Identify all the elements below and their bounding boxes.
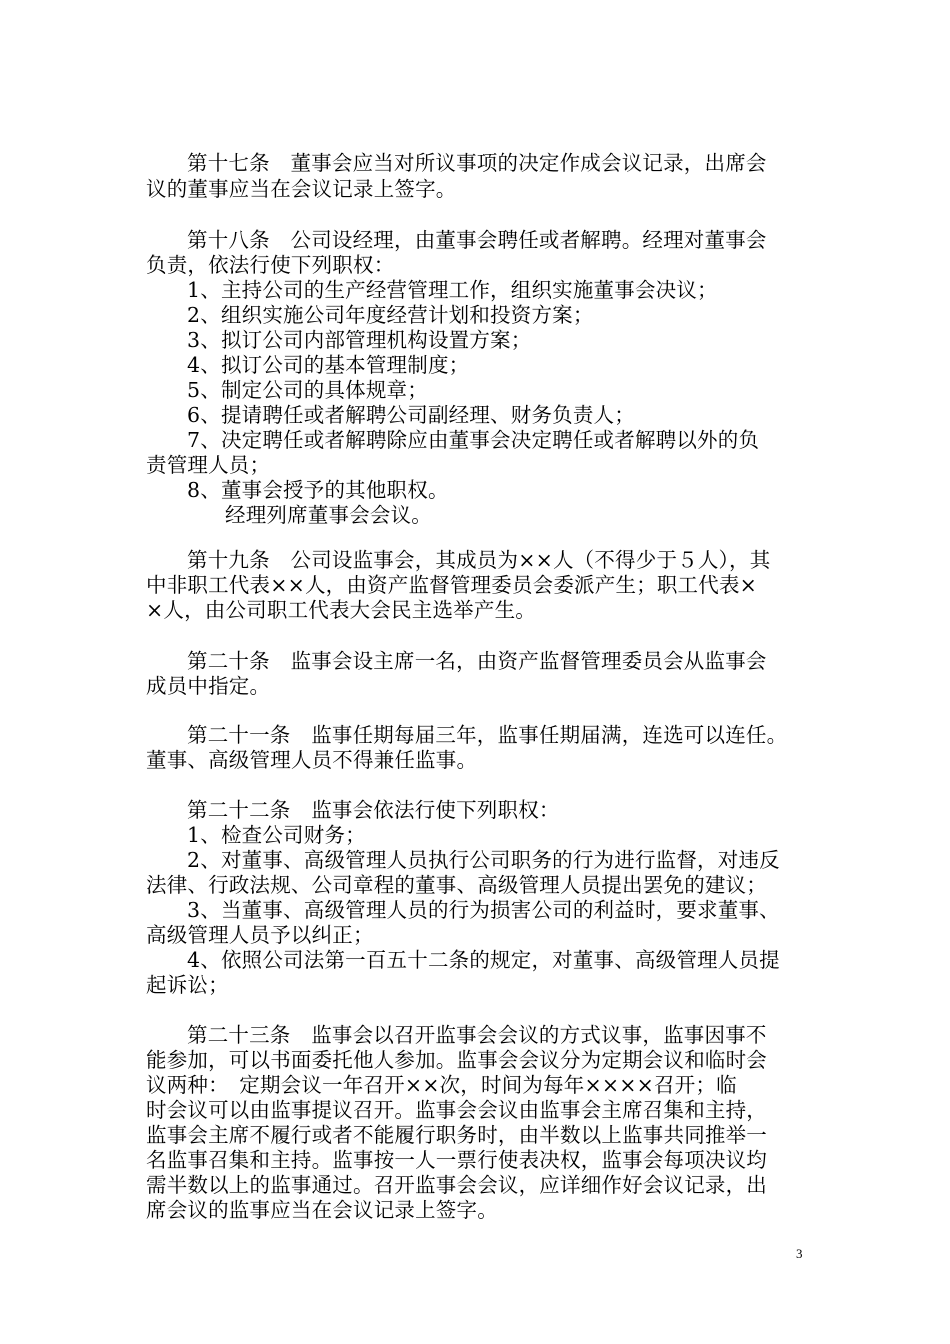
article-21-line-1: 第二十一条 监事任期每届三年，监事任期届满，连选可以连任。	[187, 723, 788, 747]
article-18-item-8: 8、董事会授予的其他职权。	[187, 478, 449, 502]
article-20-line-2: 成员中指定。	[146, 674, 271, 698]
article-18-closing: 经理列席董事会会议。	[225, 503, 432, 527]
article-23-line-8: 席会议的监事应当在会议记录上签字。	[146, 1198, 498, 1222]
article-22-item-3: 3、当董事、高级管理人员的行为损害公司的利益时，要求董事、	[187, 898, 780, 922]
article-22-item-4: 4、依照公司法第一百五十二条的规定，对董事、高级管理人员提	[187, 948, 780, 972]
article-17-line-2: 议的董事应当在会议记录上签字。	[146, 177, 457, 201]
article-18-item-5: 5、制定公司的具体规章；	[187, 378, 428, 402]
article-22-item-2-cont: 法律、行政法规、公司章程的董事、高级管理人员提出罢免的建议；	[146, 873, 767, 897]
article-18-item-6: 6、提请聘任或者解聘公司副经理、财务负责人；	[187, 403, 635, 427]
article-23-line-7: 需半数以上的监事通过。召开监事会会议，应详细作好会议记录，出	[146, 1173, 767, 1197]
article-23-line-3: 议两种： 定期会议一年召开××次，时间为每年××××召开；临	[146, 1073, 737, 1097]
article-23-line-6: 名监事召集和主持。监事按一人一票行使表决权，监事会每项决议均	[146, 1148, 767, 1172]
article-18-item-1: 1、主持公司的生产经营管理工作，组织实施董事会决议；	[187, 278, 718, 302]
article-23-line-5: 监事会主席不履行或者不能履行职务时，由半数以上监事共同推举一	[146, 1123, 767, 1147]
article-18-item-7-cont: 责管理人员；	[146, 453, 271, 477]
article-23-line-1: 第二十三条 监事会以召开监事会会议的方式议事，监事因事不	[187, 1023, 767, 1047]
article-22-item-2: 2、对董事、高级管理人员执行公司职务的行为进行监督，对违反	[187, 848, 780, 872]
article-18-line-1: 第十八条 公司设经理，由董事会聘任或者解聘。经理对董事会	[187, 228, 767, 252]
article-22-line-1: 第二十二条 监事会依法行使下列职权：	[187, 798, 560, 822]
article-22-item-3-cont: 高级管理人员予以纠正；	[146, 923, 374, 947]
article-19-line-2: 中非职工代表××人，由资产监督管理委员会委派产生；职工代表×	[146, 573, 758, 597]
article-18-item-2: 2、组织实施公司年度经营计划和投资方案；	[187, 303, 594, 327]
page-number: 3	[796, 1246, 803, 1261]
article-20-line-1: 第二十条 监事会设主席一名，由资产监督管理委员会从监事会	[187, 649, 767, 673]
article-18-item-4: 4、拟订公司的基本管理制度；	[187, 353, 470, 377]
article-18-item-7: 7、决定聘任或者解聘除应由董事会决定聘任或者解聘以外的负	[187, 428, 760, 452]
article-19-line-1: 第十九条 公司设监事会，其成员为××人（不得少于５人），其	[187, 548, 771, 572]
article-22-item-4-cont: 起诉讼；	[146, 973, 229, 997]
article-23-line-4: 时会议可以由监事提议召开。监事会会议由监事会主席召集和主持，	[146, 1098, 767, 1122]
article-17-line-1: 第十七条 董事会应当对所议事项的决定作成会议记录，出席会	[187, 151, 767, 175]
article-23-line-2: 能参加，可以书面委托他人参加。监事会会议分为定期会议和临时会	[146, 1048, 767, 1072]
article-18-item-3: 3、拟订公司内部管理机构设置方案；	[187, 328, 532, 352]
article-21-line-2: 董事、高级管理人员不得兼任监事。	[146, 748, 478, 772]
article-19-line-3: ×人，由公司职工代表大会民主选举产生。	[146, 598, 536, 622]
article-18-line-2: 负责，依法行使下列职权：	[146, 253, 395, 277]
article-22-item-1: 1、检查公司财务；	[187, 823, 366, 847]
